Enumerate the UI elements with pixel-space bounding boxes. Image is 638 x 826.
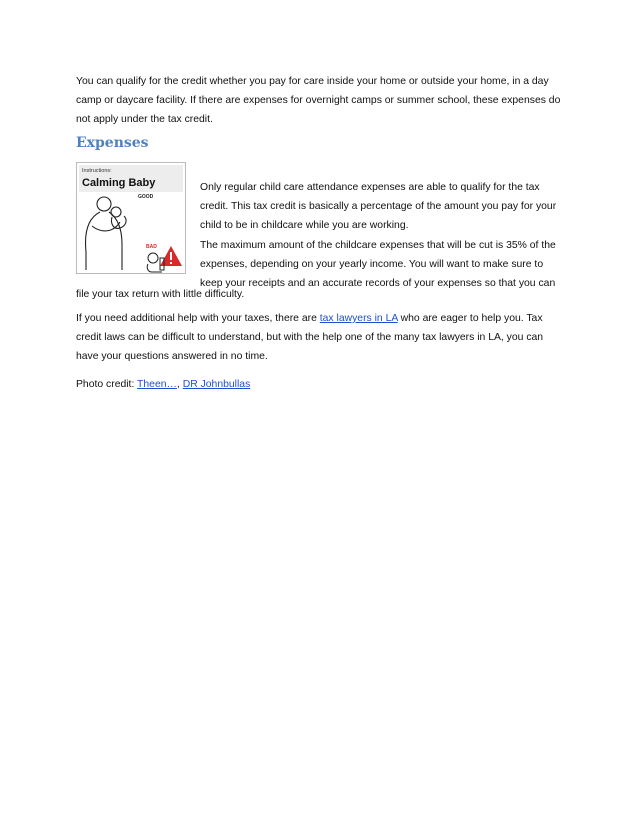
- paragraph-regular-expenses: Only regular child care attendance expenses are able to qualify for the tax credit. This tax credit is basically a percentage of the amount you pay for your child to be in childcare while you are working.: [200, 182, 557, 231]
- figure-title: Calming Baby: [82, 177, 156, 189]
- photo-credit-label: Photo credit:: [76, 379, 138, 390]
- paragraph-care-location: You can qualify for the credit whether you pay for care inside your home or outside your home, in a day camp or daycare facility. If there are expenses for overnight camps or summer school, these expenses do not apply under the tax credit.: [76, 76, 561, 125]
- calming-baby-illustration: [76, 162, 186, 274]
- figure-tag: Instructions:: [82, 168, 112, 174]
- help-text-after: who are eager to help you. Tax credit laws can be difficult to understand, but with the help one of the many tax lawyers in LA, you can have your questions answered in no time.: [76, 313, 544, 362]
- paragraph-maximum-amount: The maximum amount of the childcare expenses that will be cut is 35% of the expenses, depending on your yearly income. You will want to make sure to keep your receipts and an accurate records of your expenses so that you can: [200, 240, 556, 289]
- photo-credit-separator: ,: [176, 379, 183, 390]
- section-heading-expenses: Expenses: [76, 135, 149, 151]
- help-text-before: If you need additional help with your taxes, there are: [76, 313, 320, 324]
- bad-label: BAD: [146, 244, 157, 250]
- photo-credit-link-drjohnbullas[interactable]: DR Johnbullas: [182, 379, 251, 390]
- paragraph-maximum-amount-continued: file your tax return with little difficulty.: [76, 289, 245, 300]
- photo-credit-link-theen[interactable]: Theen…: [137, 379, 177, 390]
- calming-baby-drawing: [76, 162, 186, 274]
- tax-lawyers-link[interactable]: tax lawyers in LA: [319, 313, 398, 324]
- photo-credit: [76, 375, 566, 394]
- good-label: GOOD: [138, 194, 154, 200]
- paragraph-additional-help: [76, 309, 566, 366]
